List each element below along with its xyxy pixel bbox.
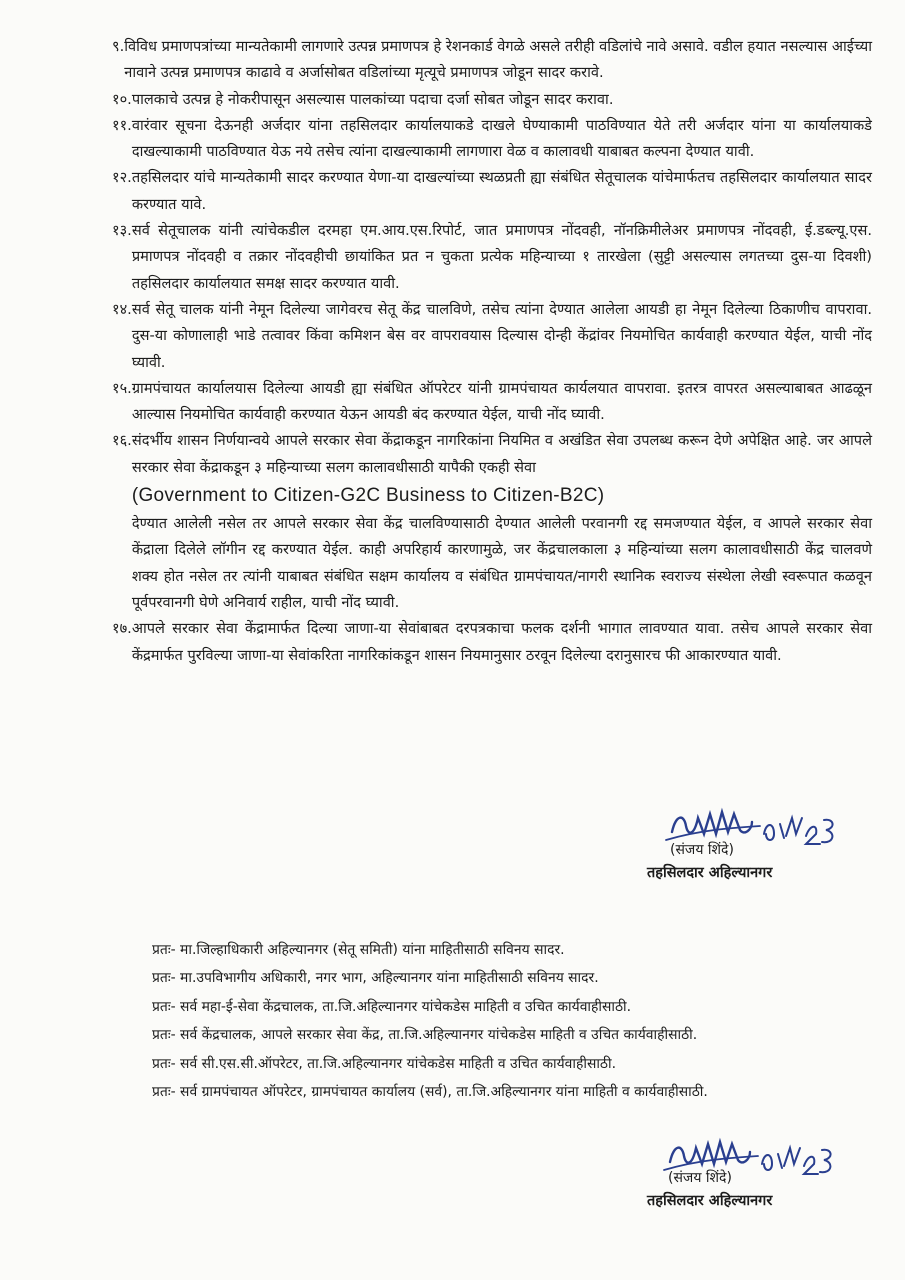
list-item <box>112 165 872 218</box>
list-item <box>112 218 872 297</box>
signature-block-top <box>600 800 860 890</box>
item-text: तहसिलदार यांचे मान्यतेकामी सादर करण्यात येणा-या दाखल्यांच्या स्थळप्रती ह्या संबंधित सेतूचालक यांचेमार्फतच तहसिलदार कार्यालयात सादर करण्यात यावे. <box>131 169 872 213</box>
item-text-continued: देण्यात आलेली नसेल तर आपले सरकार सेवा केंद्र चालविण्यासाठी देण्यात आलेली परवानगी रद्द समजण्यात येईल, व आपले सरकार सेवा केंद्राला दिलेले लॉगीन रद्द करण्यात येईल. काही अपरिहार्य कारणामुळे, जर केंद्रचालकाला ३ महिन्यांच्या सलग कालावधीसाठी केंद्र चालवणे शक्य होत नसेल तर त्यांनी याबाबत संबंधित सक्षम कार्यालय व संबंधित ग्रामपंचायत/नागरी स्थानिक स्वराज्य संस्थेला लेखी स्वरूपात कळवून पूर्वपरवानगी घेणे अनिवार्य राहील, याची नोंद घ्यावी. <box>131 515 872 611</box>
signatory-title: तहसिलदार अहिल्यानगर <box>647 865 773 881</box>
item-text: संदर्भीय शासन निर्णयान्वये आपले सरकार सेवा केंद्राकडून नागरिकांना नियमित व अखंडित सेवा उपलब्ध करून देणे अपेक्षित आहे. जर आपले सरकार सेवा केंद्राकडून ३ महिन्याच्या सलग कालावधीसाठी यापैकी एकही सेवा <box>131 432 872 476</box>
list-item <box>112 376 872 429</box>
item-text: ग्रामपंचायत कार्यालयास दिलेल्या आयडी ह्या संबंधित ऑपरेटर यांनी ग्रामपंचायत कार्यलयात वापरावा. इतरत्र वापरत असल्याबाबत आढळून आल्यास नियमोचित कार्यवाही करण्यात येऊन आयडी बंद करण्यात येईल, याची नोंद घ्यावी. <box>131 379 872 424</box>
item-number: १२. <box>112 169 132 187</box>
item-text: आपले सरकार सेवा केंद्रामार्फत दिल्या जाणा-या सेवांबाबत दरपत्रकाचा फलक दर्शनी भागात लावण्यात यावा. तसेच आपले सरकार सेवा केंद्रमार्फत पुरविल्या जाणा-या सेवांकरिता नागरिकांकडून शासन नियमानुसार ठरवून दिलेल्या दरानुसारच फी आकारण्यात यावी. <box>131 620 872 664</box>
copy-to-line: प्रतः- सर्व महा-ई-सेवा केंद्रचालक, ता.जि.अहिल्यानगर यांचेकडेस माहिती व उचित कार्यवाहीसाठी. <box>152 998 632 1015</box>
list-item <box>112 428 872 616</box>
item-text-block <box>132 428 872 616</box>
copy-to-line: प्रतः- मा.उपविभागीय अधिकारी, नगर भाग, अहिल्यानगर यांना माहितीसाठी सविनय सादर. <box>152 970 599 987</box>
list-item <box>112 113 872 166</box>
signatory-title: तहसिलदार अहिल्यानगर <box>647 1193 773 1209</box>
list-item <box>112 616 872 669</box>
item-english-term: (Government to Citizen-G2C Business to Citizen-B2C) <box>131 485 605 507</box>
item-number: ११. <box>112 116 132 134</box>
instruction-list <box>112 34 872 669</box>
item-text: सर्व सेतू चालक यांनी नेमून दिलेल्या जागेवरच सेतू केंद्र चालविणे, तसेच त्यांना देण्यात आलेला आयडी हा नेमून दिलेल्या ठिकाणीच वापरावा. दुस-या कोणालाही भाडे तत्वावर किंवा कमिशन बेस वर वापरावयास दिल्यास दोन्ही केंद्रांवर नियमोचित कार्यवाही करण्यात येईल, याची नोंद घ्यावी. <box>131 300 872 371</box>
item-text: विविध प्रमाणपत्रांच्या मान्यतेकामी लागणारे उत्पन्न प्रमाणपत्र हे रेशनकार्ड वेगळे असले तरीही वडिलांचे नावे असावे. वडील हयात नसल्यास आईच्या नावाने उत्पन्न प्रमाणपत्र काढावे व अर्जासोबत वडिलांच्या मृत्यूचे प्रमाणपत्र जोडून सादर करावे. <box>124 38 872 82</box>
item-text: पालकाचे उत्पन्न हे नोकरीपासून असल्यास पालकांच्या पदाचा दर्जा सोबत जोडून सादर करावा. <box>131 90 614 108</box>
signature-block-bottom <box>600 1130 860 1220</box>
item-number: १३. <box>112 222 132 240</box>
item-number: १७. <box>112 620 132 638</box>
item-number: १०. <box>112 90 132 108</box>
list-item <box>112 34 872 87</box>
item-number: १४. <box>112 300 132 318</box>
copy-to-line: प्रतः- सर्व सी.एस.सी.ऑपरेटर, ता.जि.अहिल्यानगर यांचेकडेस माहिती व उचित कार्यवाहीसाठी. <box>152 1055 617 1072</box>
signatory-name: (संजय शिंदे) <box>670 842 734 858</box>
list-item <box>112 297 872 376</box>
item-number: १५. <box>112 379 132 397</box>
item-text: सर्व सेतूचालक यांनी त्यांचेकडील दरमहा एम.आय.एस.रिपोर्ट, जात प्रमाणपत्र नोंदवही, नॉनक्रिमीलेअर प्रमाणपत्र नोंदवही, ई.डब्ल्यू.एस. प्रमाणपत्र नोंदवही व तक्रार नोंदवहीची छायांकित प्रत न चुकता प्रत्येक महिन्याच्या १ तारखेला (सुट्टी असल्यास लगतच्या दुस-या दिवशी) तहसिलदार कार्यालयात समक्ष सादर करण्यात यावी. <box>131 222 872 292</box>
item-number: १६. <box>112 432 132 450</box>
item-text: वारंवार सूचना देऊनही अर्जदार यांना तहसिलदार कार्यालयाकडे दाखले घेण्याकामी पाठविण्यात येते तरी अर्जदार यांना या कार्यालयाकडे दाखल्याकामी पाठविण्यात येऊ नये तसेच त्यांना दाखल्याकामी लागणारा वेळ व कालावधी याबाबत कल्पना देण्यात यावी. <box>131 116 872 161</box>
signatory-name: (संजय शिंदे) <box>668 1170 732 1186</box>
copy-to-line: प्रतः- सर्व ग्रामपंचायत ऑपरेटर, ग्रामपंचायत कार्यालय (सर्व), ता.जि.अहिल्यानगर यांना माहिती व कार्यवाहीसाठी. <box>152 1084 708 1101</box>
copy-to-list <box>152 936 892 1106</box>
item-number: ९. <box>112 38 125 55</box>
list-item <box>112 87 872 113</box>
copy-to-line: प्रतः- मा.जिल्हाधिकारी अहिल्यानगर (सेतू समिती) यांना माहितीसाठी सविनय सादर. <box>152 942 565 958</box>
copy-to-line: प्रतः- सर्व केंद्रचालक, आपले सरकार सेवा केंद्र, ता.जि.अहिल्यानगर यांचेकडेस माहिती व उचित कार्यवाहीसाठी. <box>152 1027 698 1044</box>
